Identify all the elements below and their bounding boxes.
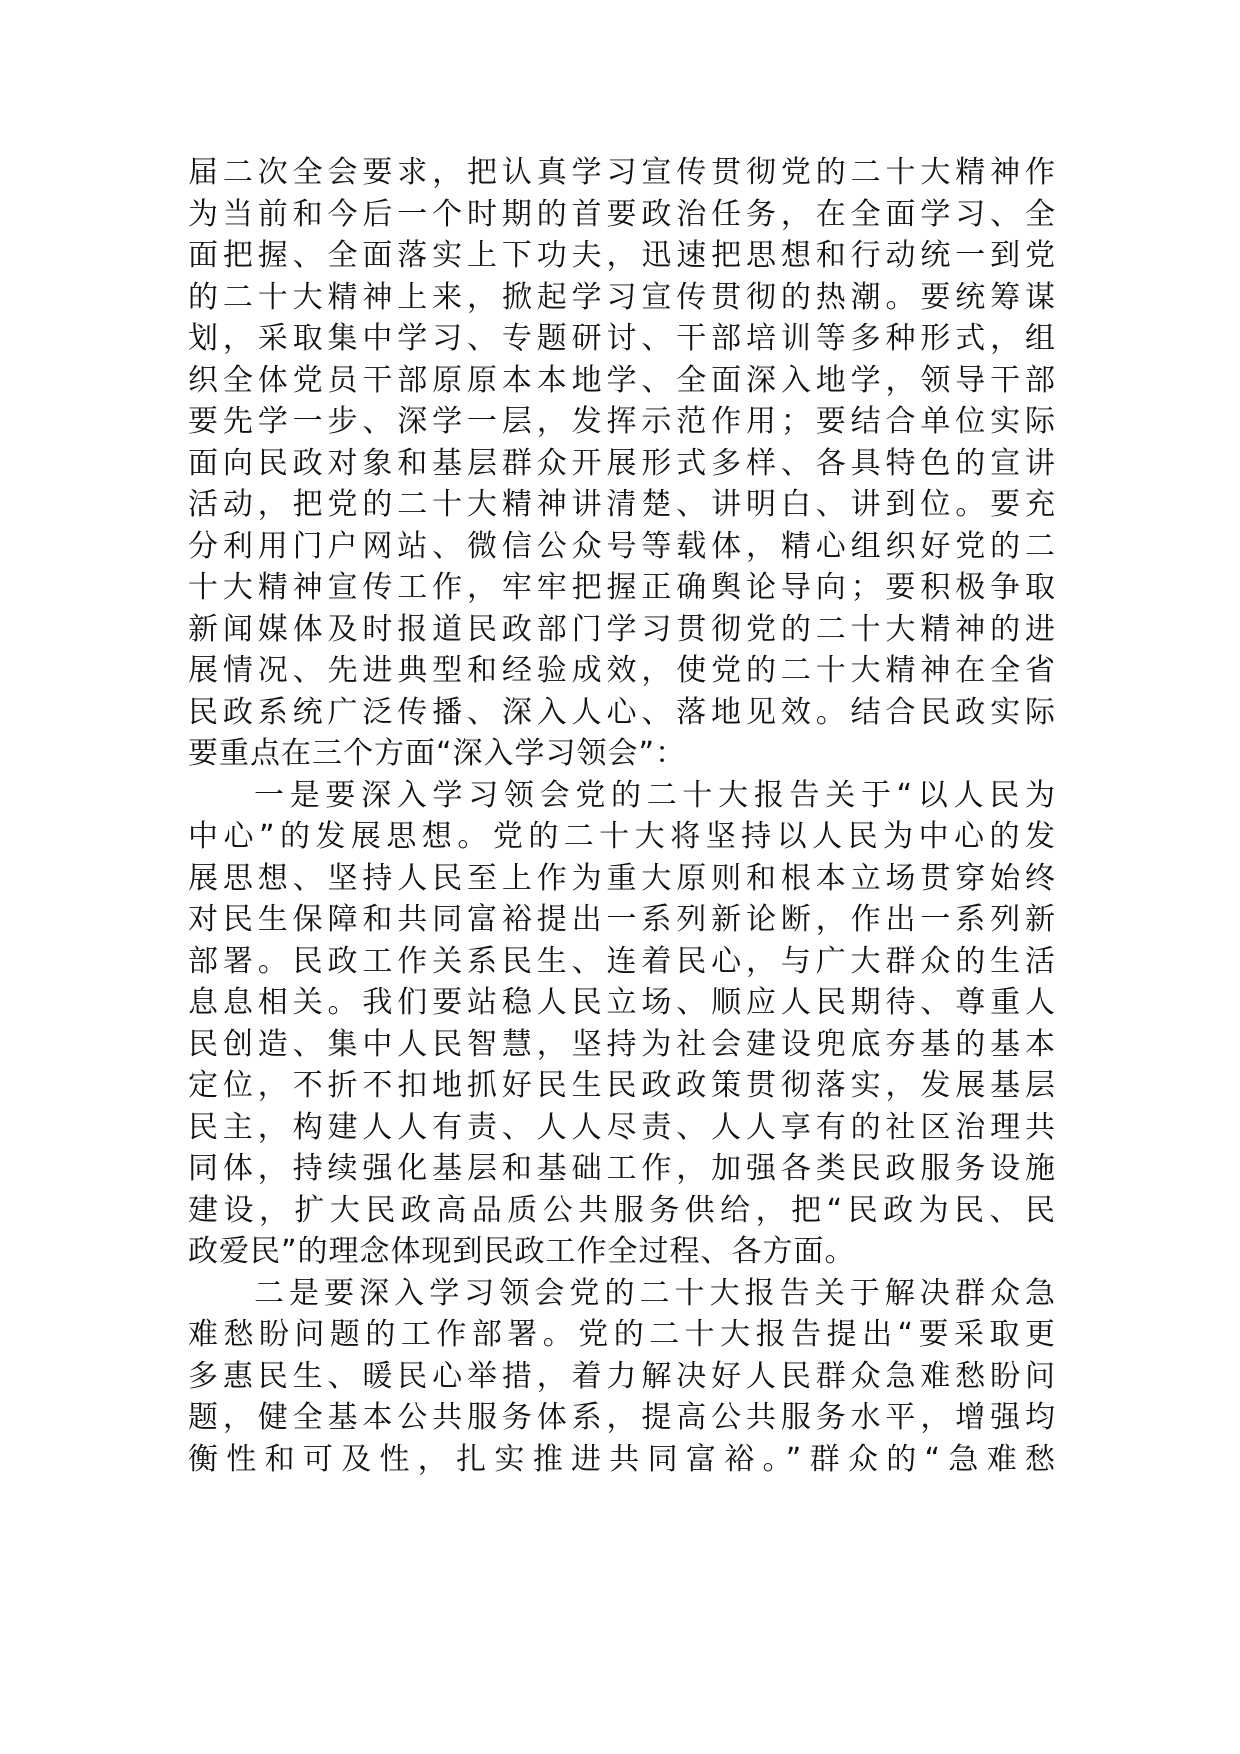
text-line: 分利用门户网站、微信公众号等载体，精心组织好党的二 — [188, 528, 1056, 564]
text-line: 定位，不折不扣地抓好民生民政政策贯彻落实，发展基层 — [188, 1068, 1056, 1103]
text-line: 息息相关。我们要站稳人民立场、顺应人民期待、尊重人 — [188, 985, 1056, 1020]
paragraph-first-line: 二是要深入学习领会党的二十大报告关于解决群众急 — [254, 1275, 1056, 1311]
text-line: 十大精神宣传工作，牢牢把握正确舆论导向；要积极争取 — [188, 570, 1056, 605]
text-line: 中心”的发展思想。党的二十大将坚持以人民为中心的发 — [188, 819, 1056, 854]
body-text — [188, 152, 1056, 1480]
text-line: 织全体党员干部原原本本地学、全面深入地学，领导干部 — [188, 362, 1056, 398]
text-line: 部署。民政工作关系民生、连着民心，与广大群众的生活 — [188, 943, 1056, 979]
text-line: 划，采取集中学习、专题研讨、干部培训等多种形式，组 — [188, 321, 1056, 356]
paragraph-first-line: 一是要深入学习领会党的二十大报告关于“以人民为 — [254, 777, 1056, 813]
text-line: 面把握、全面落实上下功夫，迅速把思想和行动统一到党 — [188, 238, 1056, 273]
text-line: 题，健全基本公共服务体系，提高公共服务水平，增强均 — [188, 1400, 1056, 1435]
text-line: 活动，把党的二十大精神讲清楚、讲明白、讲到位。要充 — [188, 487, 1056, 522]
text-line: 衡性和可及性，扎实推进共同富裕。”群众的“急难愁 — [188, 1441, 1056, 1477]
text-line: 要重点在三个方面“深入学习领会”： — [188, 736, 687, 771]
text-line: 同体，持续强化基层和基础工作，加强各类民政服务设施 — [188, 1151, 1056, 1186]
text-line: 难愁盼问题的工作部署。党的二十大报告提出“要采取更 — [188, 1317, 1056, 1352]
text-line: 新闻媒体及时报道民政部门学习贯彻党的二十大精神的进 — [188, 611, 1056, 647]
text-line: 建设，扩大民政高品质公共服务供给，把“民政为民、民 — [188, 1192, 1056, 1228]
text-line: 的二十大精神上来，掀起学习宣传贯彻的热潮。要统筹谋 — [188, 279, 1056, 315]
text-line: 要先学一步、深学一层，发挥示范作用；要结合单位实际 — [188, 404, 1056, 439]
text-line: 多惠民生、暖民心举措，着力解决好人民群众急难愁盼问 — [188, 1358, 1056, 1394]
text-line: 面向民政对象和基层群众开展形式多样、各具特色的宣讲 — [188, 445, 1056, 481]
text-line: 为当前和今后一个时期的首要政治任务，在全面学习、全 — [188, 196, 1056, 232]
text-line: 政爱民”的理念体现到民政工作全过程、各方面。 — [188, 1234, 856, 1269]
text-line: 届二次全会要求，把认真学习宣传贯彻党的二十大精神作 — [188, 155, 1056, 190]
text-line: 民创造、集中人民智慧，坚持为社会建设兜底夯基的基本 — [188, 1026, 1056, 1062]
text-line: 民主，构建人人有责、人人尽责、人人享有的社区治理共 — [188, 1109, 1056, 1145]
text-line: 展情况、先进典型和经验成效，使党的二十大精神在全省 — [188, 653, 1056, 688]
text-line: 展思想、坚持人民至上作为重大原则和根本立场贯穿始终 — [188, 860, 1056, 896]
text-line: 民政系统广泛传播、深入人心、落地见效。结合民政实际 — [188, 694, 1056, 730]
text-line: 对民生保障和共同富裕提出一系列新论断，作出一系列新 — [188, 902, 1056, 937]
